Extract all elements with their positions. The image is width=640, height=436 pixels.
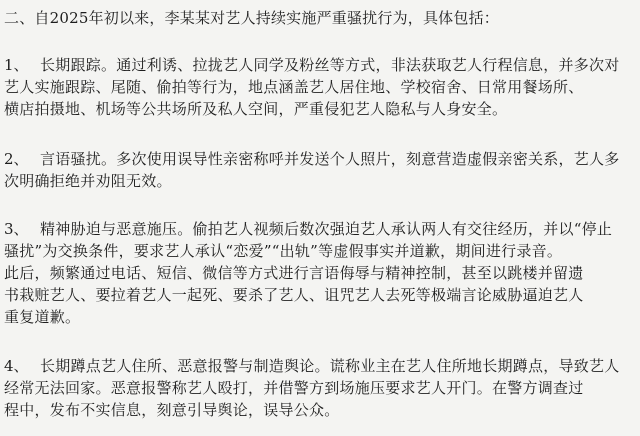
item-line: 长期跟踪。通过利诱、拉拢艺人同学及粉丝等方式，非法获取艺人行程信息，并多次对 [40, 56, 620, 74]
item-number: 4、 [4, 357, 29, 375]
section-heading: 二、自2025年初以来，李某某对艺人持续实施严重骚扰行为，具体包括： [4, 9, 499, 27]
item-body [4, 54, 634, 120]
item-body [4, 218, 634, 328]
item-line: 次明确拒绝并劝阻无效。 [4, 172, 172, 190]
item-line: 重复道歉。 [4, 308, 81, 326]
item-body [4, 148, 634, 192]
item-line: 精神胁迫与恶意施压。偷拍艺人视频后数次强迫艺人承认两人有交往经历，并以“停止 [40, 220, 613, 238]
item-number: 2、 [4, 150, 29, 168]
item-number: 3、 [4, 220, 29, 238]
item-body [4, 355, 634, 421]
item-line: 程中，发布不实信息，刻意引导舆论，误导公众。 [4, 401, 340, 419]
item-line: 横店拍摄地、机场等公共场所及私人空间，严重侵犯艺人隐私与人身安全。 [4, 100, 508, 118]
item-line: 书栽赃艺人、要拉着艺人一起死、要杀了艺人、诅咒艺人去死等极端言论威胁逼迫艺人 [4, 286, 584, 304]
item-number: 1、 [4, 56, 29, 74]
item-line: 经常无法回家。恶意报警称艺人殴打，并借警方到场施压要求艺人开门。在警方调查过 [4, 379, 584, 397]
item-line: 长期蹲点艺人住所、恶意报警与制造舆论。谎称业主在艺人住所地长期蹲点，导致艺人 [40, 357, 620, 375]
item-line: 言语骚扰。多次使用误导性亲密称呼并发送个人照片，刻意营造虚假亲密关系，艺人多 [40, 150, 620, 168]
item-line: 骚扰”为交换条件，要求艺人承认“恋爱”“出轨”等虚假事实并道歉，期间进行录音。 [4, 242, 563, 260]
item-line: 此后，频繁通过电话、短信、微信等方式进行言语侮辱与精神控制，甚至以跳楼并留遗 [4, 264, 584, 282]
item-line: 艺人实施跟踪、尾随、偷拍等行为，地点涵盖艺人居住地、学校宿舍、日常用餐场所、 [4, 78, 584, 96]
